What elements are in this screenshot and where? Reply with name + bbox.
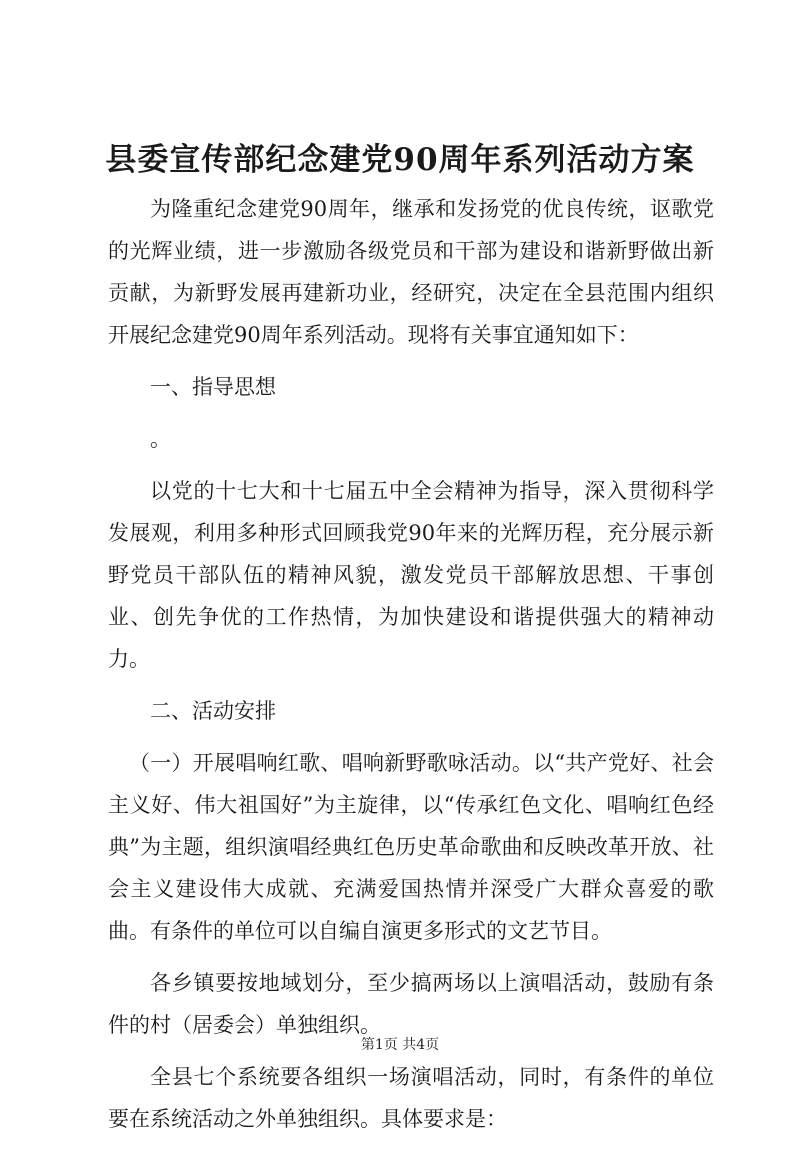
activity-one-paragraph: （一）开展唱响红歌、唱响新野歌咏活动。以“共产党好、社会主义好、伟大祖国好”为主旋律，以“传承红色文化、唱响红色经典”为主题，组织演唱经典红色历史革命歌曲和反映改革开放、社会主义建设伟大成就、充满爱国热情并深受广大群众喜爱的歌曲。有条件的单位可以自编自演更多形式的文艺节目。 bbox=[108, 751, 714, 943]
page-number-footer: 第1页 共4页 bbox=[360, 1037, 440, 1053]
stray-period-paragraph: 。 bbox=[150, 427, 171, 451]
document-title: 县委宣传部纪念建党90周年系列活动方案 bbox=[105, 142, 695, 178]
guiding-ideology-paragraph: 以党的十七大和十七届五中全会精神为指导，深入贯彻科学发展观，利用多种形式回顾我党90年来的光辉历程，充分展示新野党员干部队伍的精神风貌，激发党员干部解放思想、干事创业、创先争优的工作热情，为加快建设和谐提供强大的精神动力。 bbox=[108, 479, 714, 671]
section-heading-guiding-ideology: 一、指导思想 bbox=[150, 375, 276, 399]
section-heading-activity-arrangement: 二、活动安排 bbox=[150, 699, 276, 723]
county-systems-paragraph: 全县七个系统要各组织一场演唱活动，同时，有条件的单位要在系统活动之外单独组织。具体要求是： bbox=[108, 1065, 714, 1131]
document-body bbox=[108, 188, 714, 1150]
township-paragraph: 各乡镇要按地域划分，至少搞两场以上演唱活动，鼓励有条件的村（居委会）单独组织。 bbox=[108, 971, 714, 1037]
intro-paragraph: 为隆重纪念建党90周年，继承和发扬党的优良传统，讴歌党的光辉业绩，进一步激励各级党员和干部为建设和谐新野做出新贡献，为新野发展再建新功业，经研究，决定在全县范围内组织开展纪念建党90周年系列活动。现将有关事宜通知如下： bbox=[108, 197, 714, 347]
